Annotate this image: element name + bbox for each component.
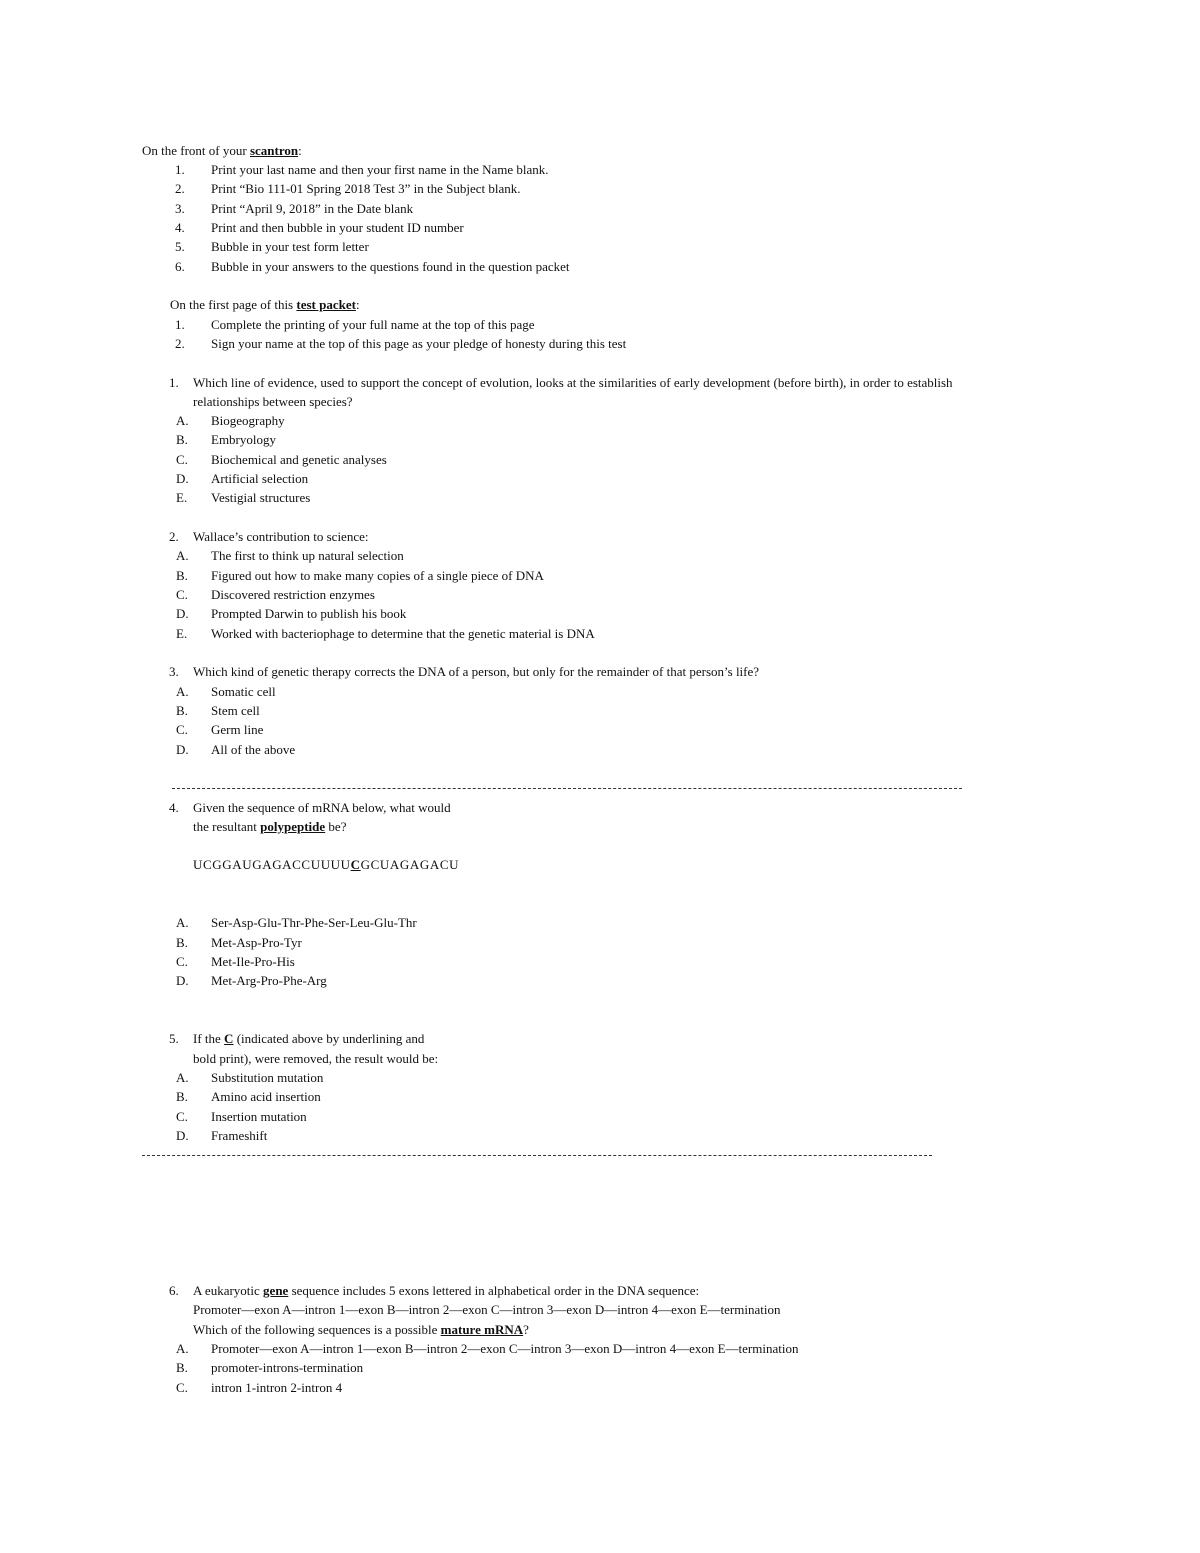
gene-structure: Promoter—exon A—intron 1—exon B—intron 2—exon C—intron 3—exon D—intron 4—exon E—termination — [193, 1302, 781, 1317]
scantron-keyword: scantron — [249, 143, 299, 158]
step-number: 1. — [175, 162, 185, 177]
step-number: 1. — [175, 317, 185, 332]
option-text: promoter-introns-termination — [211, 1360, 364, 1375]
option-text: Stem cell — [211, 703, 260, 718]
step-number: 6. — [175, 259, 185, 274]
option-letter: A. — [176, 548, 189, 563]
question-text-part: sequence includes 5 exons lettered in alphabetical order in the DNA sequence: — [288, 1283, 700, 1298]
option-text: Discovered restriction enzymes — [211, 587, 375, 602]
option-text: Artificial selection — [211, 471, 309, 486]
question-text: Given the sequence of mRNA below, what would — [193, 800, 451, 815]
question-text: Wallace’s contribution to science: — [193, 529, 369, 544]
option-text: Embryology — [211, 432, 276, 447]
scantron-heading-tail: : — [298, 143, 302, 158]
question-text-part: (indicated above by underlining and — [233, 1031, 425, 1046]
step-text: Print your last name and then your first name in the Name blank. — [211, 162, 549, 177]
option-text: Vestigial structures — [211, 490, 311, 505]
option-letter: A. — [176, 1070, 189, 1085]
question-text-part: be? — [325, 819, 347, 834]
question-number: 6. — [169, 1283, 179, 1298]
question-text-part: If the — [193, 1031, 225, 1046]
question-text-continued — [193, 818, 346, 836]
option-letter: A. — [176, 413, 189, 428]
option-text: Amino acid insertion — [211, 1089, 321, 1104]
step-text: Print “Bio 111-01 Spring 2018 Test 3” in the Subject blank. — [211, 181, 521, 196]
option-letter: A. — [176, 1341, 189, 1356]
sequence-part: UCGGAUGAGACCUUUU — [193, 857, 351, 872]
question-text-continued: bold print), were removed, the result would be: — [193, 1051, 439, 1066]
question-number: 3. — [169, 664, 179, 679]
option-text: intron 1-intron 2-intron 4 — [211, 1380, 343, 1395]
option-letter: D. — [176, 471, 189, 486]
mature-mrna-keyword: mature mRNA — [440, 1322, 524, 1337]
option-letter: D. — [176, 1128, 189, 1143]
gene-keyword: gene — [263, 1283, 289, 1298]
question-text-part: A eukaryotic — [193, 1283, 264, 1298]
option-text: Somatic cell — [211, 684, 276, 699]
option-text: Prompted Darwin to publish his book — [211, 606, 407, 621]
section-divider — [172, 788, 962, 789]
option-letter: E. — [176, 626, 188, 641]
option-text: Germ line — [211, 722, 264, 737]
question-number: 5. — [169, 1031, 179, 1046]
option-text: All of the above — [211, 742, 296, 757]
option-text: Figured out how to make many copies of a single piece of DNA — [211, 568, 544, 583]
step-number: 5. — [175, 239, 185, 254]
option-text: Insertion mutation — [211, 1109, 307, 1124]
option-letter: A. — [176, 915, 189, 930]
highlighted-base: C — [350, 857, 361, 872]
option-letter: B. — [176, 1360, 188, 1375]
step-number: 2. — [175, 181, 185, 196]
section-divider — [142, 1155, 932, 1156]
option-letter: C. — [176, 452, 188, 467]
question-number: 2. — [169, 529, 179, 544]
question-text-continued: relationships between species? — [193, 394, 353, 409]
question-number: 1. — [169, 375, 179, 390]
mrna-sequence — [193, 856, 459, 874]
question-number: 4. — [169, 800, 179, 815]
option-text: Biogeography — [211, 413, 285, 428]
option-text: Substitution mutation — [211, 1070, 324, 1085]
step-text: Bubble in your answers to the questions found in the question packet — [211, 259, 570, 274]
option-text: Biochemical and genetic analyses — [211, 452, 387, 467]
option-letter: D. — [176, 742, 189, 757]
option-letter: B. — [176, 935, 188, 950]
step-text: Print “April 9, 2018” in the Date blank — [211, 201, 414, 216]
option-letter: C. — [176, 587, 188, 602]
packet-heading-tail: : — [355, 297, 360, 312]
question-text-part: the resultant — [193, 819, 261, 834]
option-letter: C. — [176, 1380, 188, 1395]
packet-heading — [170, 296, 360, 314]
option-text: Ser-Asp-Glu-Thr-Phe-Ser-Leu-Glu-Thr — [211, 915, 417, 930]
step-text: Sign your name at the top of this page as your pledge of honesty during this test — [211, 336, 627, 351]
question-text: Which line of evidence, used to support the concept of evolution, looks at the similarities of early development (before birth), in order to establish — [193, 375, 953, 390]
question-text-part: Which of the following sequences is a possible — [193, 1322, 441, 1337]
question-text-part: ? — [523, 1322, 529, 1337]
step-text: Bubble in your test form letter — [211, 239, 369, 254]
step-text: Complete the printing of your full name at the top of this page — [211, 317, 535, 332]
option-letter: A. — [176, 684, 189, 699]
packet-heading-lead: On the first page of this — [170, 297, 297, 312]
option-text: Met-Arg-Pro-Phe-Arg — [211, 973, 327, 988]
option-letter: C. — [176, 954, 188, 969]
option-text: Met-Asp-Pro-Tyr — [211, 935, 302, 950]
question-text: Which kind of genetic therapy corrects the DNA of a person, but only for the remainder of that person’s life? — [193, 664, 760, 679]
option-text: Worked with bacteriophage to determine that the genetic material is DNA — [211, 626, 595, 641]
scantron-heading — [142, 142, 302, 160]
question-text-continued — [193, 1321, 529, 1339]
option-letter: C. — [176, 722, 188, 737]
option-letter: D. — [176, 606, 189, 621]
step-number: 2. — [175, 336, 185, 351]
option-text: The first to think up natural selection — [211, 548, 404, 563]
scantron-heading-lead: On the front of your — [142, 143, 250, 158]
option-letter: B. — [176, 432, 188, 447]
step-text: Print and then bubble in your student ID number — [211, 220, 464, 235]
option-letter: C. — [176, 1109, 188, 1124]
option-letter: E. — [176, 490, 188, 505]
step-number: 4. — [175, 220, 185, 235]
option-letter: D. — [176, 973, 189, 988]
option-text: Met-Ile-Pro-His — [211, 954, 295, 969]
option-text: Frameshift — [211, 1128, 268, 1143]
option-letter: B. — [176, 568, 188, 583]
sequence-part: GCUAGAGACU — [360, 857, 460, 872]
option-text: Promoter—exon A—intron 1—exon B—intron 2—exon C—intron 3—exon D—intron 4—exon E—termination — [211, 1341, 799, 1356]
packet-keyword: test packet — [296, 297, 356, 312]
option-letter: B. — [176, 703, 188, 718]
highlighted-base: C — [224, 1031, 234, 1046]
option-letter: B. — [176, 1089, 188, 1104]
step-number: 3. — [175, 201, 185, 216]
polypeptide-keyword: polypeptide — [260, 819, 326, 834]
